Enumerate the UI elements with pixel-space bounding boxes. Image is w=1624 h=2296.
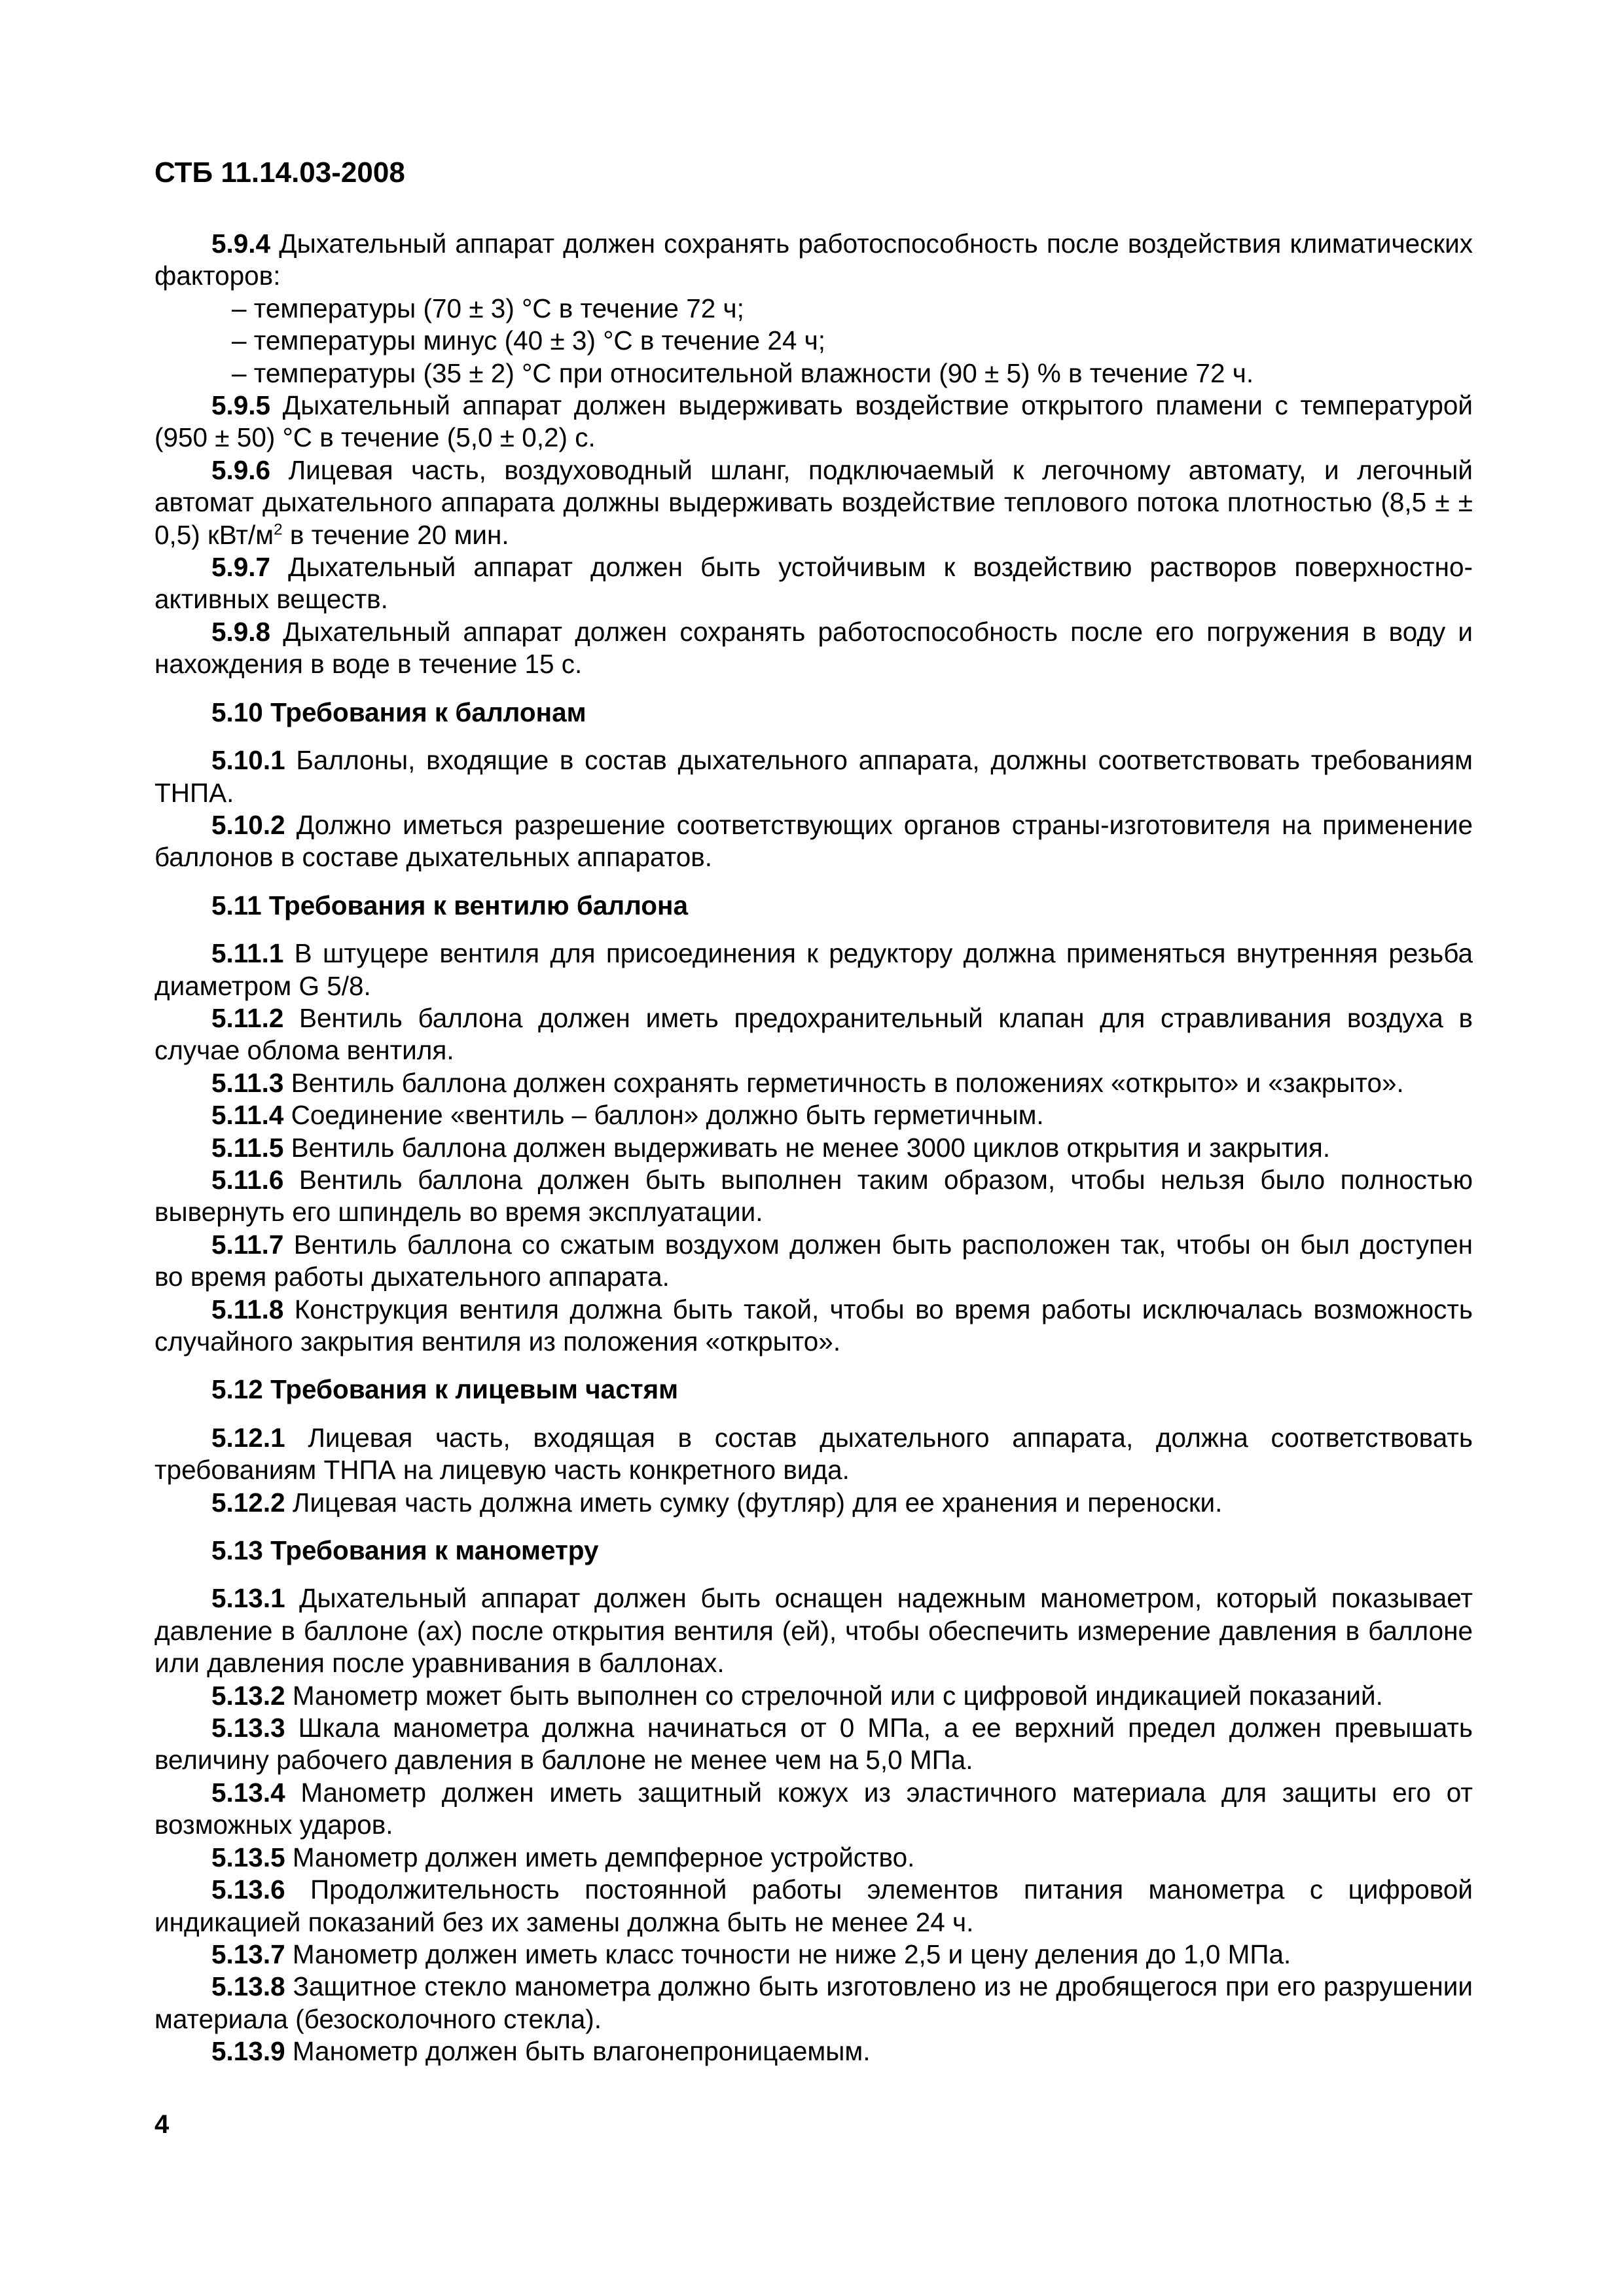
list-item: – температуры (70 ± 3) °С в течение 72 ч;: [232, 293, 744, 323]
clause-5-10-1: [154, 744, 1473, 809]
clause-text: Должно иметься разрешение соответствующих органов страны-изготовителя на применение баллонов в составе дыхательных аппаратов.: [154, 809, 1473, 873]
clause-5-13-2: [154, 1680, 1473, 1712]
clause-text: Вентиль баллона должен выдерживать не менее 3000 циклов открытия и закрытия.: [283, 1132, 1331, 1163]
clause-text: Вентиль баллона должен иметь предохранительный клапан для стравливания воздуха в случае облома вентиля.: [154, 1002, 1473, 1066]
clause-text-cont: в течение 20 мин.: [282, 519, 509, 550]
clause-5-13-3: [154, 1712, 1473, 1777]
clause-5-9-5: [154, 390, 1473, 454]
clause-number: 5.9.4: [211, 228, 271, 259]
clause-number: 5.10.2: [211, 809, 285, 840]
clause-number: 5.12.2: [211, 1487, 285, 1518]
clause-text: Защитное стекло манометра должно быть изготовлено из не дробящегося при его разрушении материала (безосколочного стекла).: [154, 1971, 1473, 2034]
clause-5-13-5: [154, 1842, 1473, 1874]
clause-number: 5.13.1: [211, 1583, 285, 1614]
clause-text: Вентиль баллона со сжатым воздухом должен быть расположен так, чтобы он был доступен во время работы дыхательного аппарата.: [154, 1229, 1473, 1292]
clause-number: 5.9.5: [211, 390, 271, 421]
page-body: [154, 228, 1473, 2068]
clause-text: Дыхательный аппарат должен сохранять работоспособность после воздействия климатических факторов:: [154, 228, 1473, 291]
clause-5-11-8: [154, 1294, 1473, 1358]
clause-text: Конструкция вентиля должна быть такой, чтобы во время работы исключалась возможность случайного закрытия вентиля из положения «открыто».: [154, 1294, 1473, 1357]
clause-text: Дыхательный аппарат должен быть оснащен надежным манометром, который показывает давление в баллоне (ах) после открытия вентиля (ей), чтобы обеспечить измерение давления в баллоне или давления после уравнивания в баллонах.: [154, 1583, 1473, 1679]
clause-5-13-4: [154, 1777, 1473, 1842]
clause-5-13-8: [154, 1971, 1473, 2035]
clause-number: 5.13.4: [211, 1777, 285, 1808]
clause-number: 5.11.7: [211, 1229, 284, 1260]
clause-number: 5.11.3: [211, 1067, 284, 1098]
document-code-header: СТБ 11.14.03-2008: [154, 156, 405, 189]
clause-5-13-6: [154, 1874, 1473, 1939]
section-heading-5-10: 5.10 Требования к баллонам: [211, 697, 586, 727]
clause-number: 5.11.4: [211, 1100, 284, 1131]
clause-number: 5.10.1: [211, 745, 285, 776]
clause-5-9-8: [154, 616, 1473, 681]
clause-5-12-1: [154, 1422, 1473, 1487]
clause-number: 5.11.6: [211, 1164, 284, 1195]
clause-text: Манометр должен иметь демпферное устройство.: [285, 1842, 915, 1872]
section-heading-5-11: 5.11 Требования к вентилю баллона: [211, 890, 689, 920]
clause-5-12-2: [154, 1487, 1473, 1519]
clause-text: Дыхательный аппарат должен сохранять работоспособность после его погружения в воду и нахождения в воде в течение 15 с.: [154, 616, 1473, 680]
clause-5-11-7: [154, 1229, 1473, 1294]
clause-5-9-6: [154, 454, 1473, 551]
clause-number: 5.13.3: [211, 1713, 285, 1743]
clause-text: Манометр должен быть влагонепроницаемым.: [285, 2036, 871, 2067]
clause-text: Баллоны, входящие в состав дыхательного аппарата, должны соответствовать требованиям ТНПА.: [154, 745, 1473, 808]
clause-text: Дыхательный аппарат должен выдерживать воздействие открытого пламени с температурой (950 ± 50) °С в течение (5,0 ± 0,2) с.: [154, 390, 1473, 453]
clause-5-10-2: [154, 809, 1473, 874]
clause-number: 5.9.7: [211, 552, 271, 583]
clause-5-11-1: [154, 938, 1473, 1002]
clause-text: Вентиль баллона должен сохранять герметичность в положениях «открыто» и «закрыто».: [283, 1067, 1404, 1098]
clause-5-11-2: [154, 1002, 1473, 1067]
clause-text: Вентиль баллона должен быть выполнен таким образом, чтобы нельзя было полностью вывернуть его шпиндель во время эксплуатации.: [154, 1164, 1473, 1228]
clause-number: 5.11.2: [211, 1002, 284, 1033]
clause-5-13-1: [154, 1582, 1473, 1679]
clause-number: 5.13.8: [211, 1971, 285, 2002]
clause-number: 5.11.8: [211, 1294, 284, 1324]
list-item: – температуры минус (40 ± 3) °С в течение 24 ч;: [232, 325, 825, 356]
clause-5-13-9: [154, 2035, 1473, 2068]
clause-number: 5.11.5: [211, 1132, 284, 1163]
clause-text: Лицевая часть, входящая в состав дыхательного аппарата, должна соответствовать требованиям ТНПА на лицевую часть конкретного вида.: [154, 1422, 1473, 1485]
page-number: 4: [154, 2110, 170, 2139]
clause-text: Продолжительность постоянной работы элементов питания манометра с цифровой индикацией показаний без их замены должна быть не менее 24 ч.: [154, 1874, 1473, 1937]
clause-5-9-4: [154, 228, 1473, 293]
clause-number: 5.9.8: [211, 616, 271, 647]
clause-number: 5.13.6: [211, 1874, 285, 1905]
clause-5-11-3: [154, 1067, 1473, 1099]
clause-5-13-7: [154, 1939, 1473, 1971]
clause-text: Соединение «вентиль – баллон» должно быть герметичным.: [283, 1100, 1044, 1131]
clause-text: Шкала манометра должна начинаться от 0 МПа, а ее верхний предел должен превышать величину рабочего давления в баллоне не менее чем на 5,0 МПа.: [154, 1713, 1473, 1776]
clause-number: 5.13.5: [211, 1842, 285, 1872]
section-heading-5-12: 5.12 Требования к лицевым частям: [211, 1374, 679, 1405]
list-item: – температуры (35 ± 2) °С при относительной влажности (90 ± 5) % в течение 72 ч.: [232, 357, 1254, 388]
clause-number: 5.12.1: [211, 1422, 285, 1453]
superscript: 2: [274, 520, 283, 539]
clause-number: 5.13.2: [211, 1680, 285, 1711]
clause-number: 5.13.7: [211, 1939, 285, 1969]
clause-5-9-7: [154, 551, 1473, 616]
clause-text: В штуцере вентиля для присоединения к редуктору должна применяться внутренняя резьба диаметром G 5/8.: [154, 938, 1473, 1001]
clause-text: Лицевая часть должна иметь сумку (футляр) для ее хранения и переноски.: [285, 1487, 1223, 1518]
clause-text: Манометр может быть выполнен со стрелочной или с цифровой индикацией показаний.: [285, 1680, 1383, 1711]
clause-5-11-5: [154, 1132, 1473, 1164]
section-heading-5-13: 5.13 Требования к манометру: [211, 1535, 599, 1566]
clause-number: 5.9.6: [211, 454, 271, 485]
clause-text: Лицевая часть, воздуховодный шланг, подключаемый к легочному автомату, и легочный автомат дыхательного аппарата должны выдерживать воздействие теплового потока плотностью (8,5 ± ± 0,5) кВт/м: [154, 454, 1473, 550]
clause-5-11-4: [154, 1099, 1473, 1131]
clause-number: 5.11.1: [211, 938, 284, 969]
clause-number: 5.13.9: [211, 2036, 285, 2067]
clause-text: Манометр должен иметь защитный кожух из эластичного материала для защиты его от возможных ударов.: [154, 1777, 1473, 1840]
clause-5-11-6: [154, 1164, 1473, 1229]
clause-text: Дыхательный аппарат должен быть устойчивым к воздействию растворов поверхностно-активных веществ.: [154, 552, 1473, 615]
clause-text: Манометр должен иметь класс точности не ниже 2,5 и цену деления до 1,0 МПа.: [285, 1939, 1291, 1969]
